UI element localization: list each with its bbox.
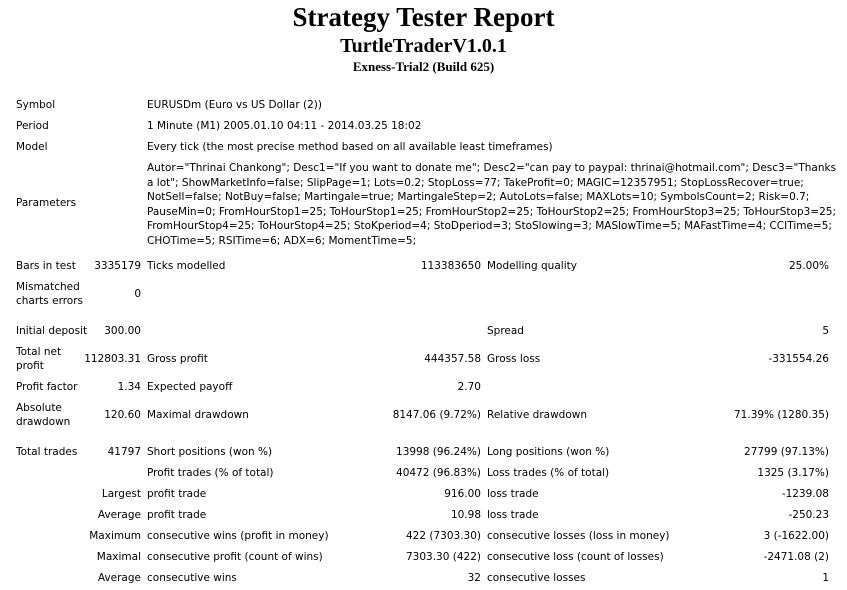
maximal-consecutive-loss-label: consecutive loss (count of losses) [487,551,664,563]
mismatch-value: 0 [134,288,141,300]
report-title: Strategy Tester Report [292,2,555,32]
expected-payoff-value: 2.70 [457,381,481,393]
relative-drawdown-label: Relative drawdown [487,409,588,421]
loss-trades-value: 1325 (3.17%) [757,467,829,479]
expert-name: TurtleTraderV1.0.1 [340,35,507,57]
ticks-value: 113383650 [420,260,481,272]
net-profit-label-2: profit [16,360,44,372]
largest-loss-label: loss trade [487,488,539,500]
largest-label: Largest [101,488,141,500]
spread-value: 5 [822,325,829,337]
gross-profit-value: 444357.58 [424,353,481,365]
absolute-drawdown-label-1: Absolute [16,402,62,414]
short-positions-value: 13998 (96.24%) [396,446,481,458]
ticks-label: Ticks modelled [147,260,226,272]
average-consecutive-wins-value: 32 [467,572,481,584]
profit-trades-value: 40472 (96.83%) [396,467,481,479]
average-profit-label: profit trade [147,509,207,521]
loss-trades-label: Loss trades (% of total) [487,467,610,479]
max-consecutive-wins-value: 422 (7303.30) [406,530,481,542]
mismatch-label-2: charts errors [16,295,83,307]
average-consecutive-losses-label: consecutive losses [487,572,586,584]
max-consecutive-losses-label: consecutive losses (loss in money) [487,530,670,542]
parameters-label: Parameters [16,197,77,209]
mismatch-label-1: Mismatched [16,281,80,293]
gross-loss-label: Gross loss [487,353,541,365]
long-positions-label: Long positions (won %) [487,446,610,458]
expected-payoff-label: Expected payoff [147,381,233,393]
short-positions-label: Short positions (won %) [147,446,273,458]
period-value: 1 Minute (M1) 2005.01.10 04:11 - 2014.03.25 18:02 [147,120,422,132]
average-profit-value: 10.98 [450,509,481,521]
maximal-consecutive-profit-label: consecutive profit (count of wins) [147,551,323,563]
spread-label: Spread [487,325,524,337]
deposit-label: Initial deposit [16,325,88,337]
profit-factor-value: 1.34 [117,381,141,393]
average-loss-value: -250.23 [788,509,829,521]
maximal-drawdown-value: 8147.06 (9.72%) [392,409,481,421]
absolute-drawdown-label-2: drawdown [16,416,71,428]
average-consecutive-label: Average [97,572,141,584]
maximum-label: Maximum [89,530,141,542]
model-value: Every tick (the most precise method based on all available least timeframes) [147,141,553,153]
average-loss-label: loss trade [487,509,539,521]
maximal-label: Maximal [96,551,141,563]
net-profit-label-1: Total net [16,346,62,358]
maximal-drawdown-label: Maximal drawdown [147,409,249,421]
largest-profit-label: profit trade [147,488,207,500]
parameters-value: Autor="Thrinai Chankong"; Desc1="If you want to donate me"; Desc2="can pay to paypal: thrinai@hotmail.com"; Desc3="Thanks a lot"; ShowMarketInfo=false; SlipPage=1; Lots=0.2; StopLoss=77; TakeProfit=0; MAGIC=12357951; StopLossRecover=true; NotSell=false; NotBuy=false; Martingale=true; MartingaleStep=2; AutoLots=false; MAXLots=10; SymbolsCount=2; Risk=0.7; PauseMin=0; FromHourStop1=25; ToHourStop1=25; FromHourStop2=25; ToHourStop2=25; FromHourStop3=25; ToHourStop3=25; FromHourStop4=25; ToHourStop4=25; StoKperiod=4; StoDperiod=3; StoSlowing=3; MASlowTime=5; MAFastTime=4; CCITime=5; CHOTime=5; RSITime=6; ADX=6; MomentTime=5; [147,162,837,247]
symbol-label: Symbol [16,99,56,111]
absolute-drawdown-value: 120.60 [104,409,141,421]
gross-profit-label: Gross profit [147,353,208,365]
server-build: Exness-Trial2 (Build 625) [352,59,495,74]
maximal-consecutive-loss-value: -2471.08 (2) [763,551,829,563]
model-label: Model [16,141,48,153]
max-consecutive-losses-value: 3 (-1622.00) [763,530,829,542]
total-trades-label: Total trades [16,446,78,458]
total-trades-value: 41797 [107,446,141,458]
quality-value: 25.00% [788,260,829,272]
average-consecutive-wins-label: consecutive wins [147,572,237,584]
profit-trades-label: Profit trades (% of total) [147,467,274,479]
max-consecutive-wins-label: consecutive wins (profit in money) [147,530,329,542]
profit-factor-label: Profit factor [16,381,78,393]
long-positions-value: 27799 (97.13%) [744,446,829,458]
gross-loss-value: -331554.26 [768,353,829,365]
period-label: Period [16,120,49,132]
relative-drawdown-value: 71.39% (1280.35) [734,409,829,421]
maximal-consecutive-profit-value: 7303.30 (422) [406,551,481,563]
quality-label: Modelling quality [487,260,577,272]
symbol-value: EURUSDm (Euro vs US Dollar (2)) [147,99,322,111]
largest-loss-value: -1239.08 [781,488,829,500]
average-label: Average [97,509,141,521]
net-profit-value: 112803.31 [84,353,141,365]
bars-value: 3335179 [94,260,141,272]
largest-profit-value: 916.00 [444,488,481,500]
deposit-value: 300.00 [104,325,141,337]
bars-label: Bars in test [16,260,76,272]
average-consecutive-losses-value: 1 [822,572,829,584]
